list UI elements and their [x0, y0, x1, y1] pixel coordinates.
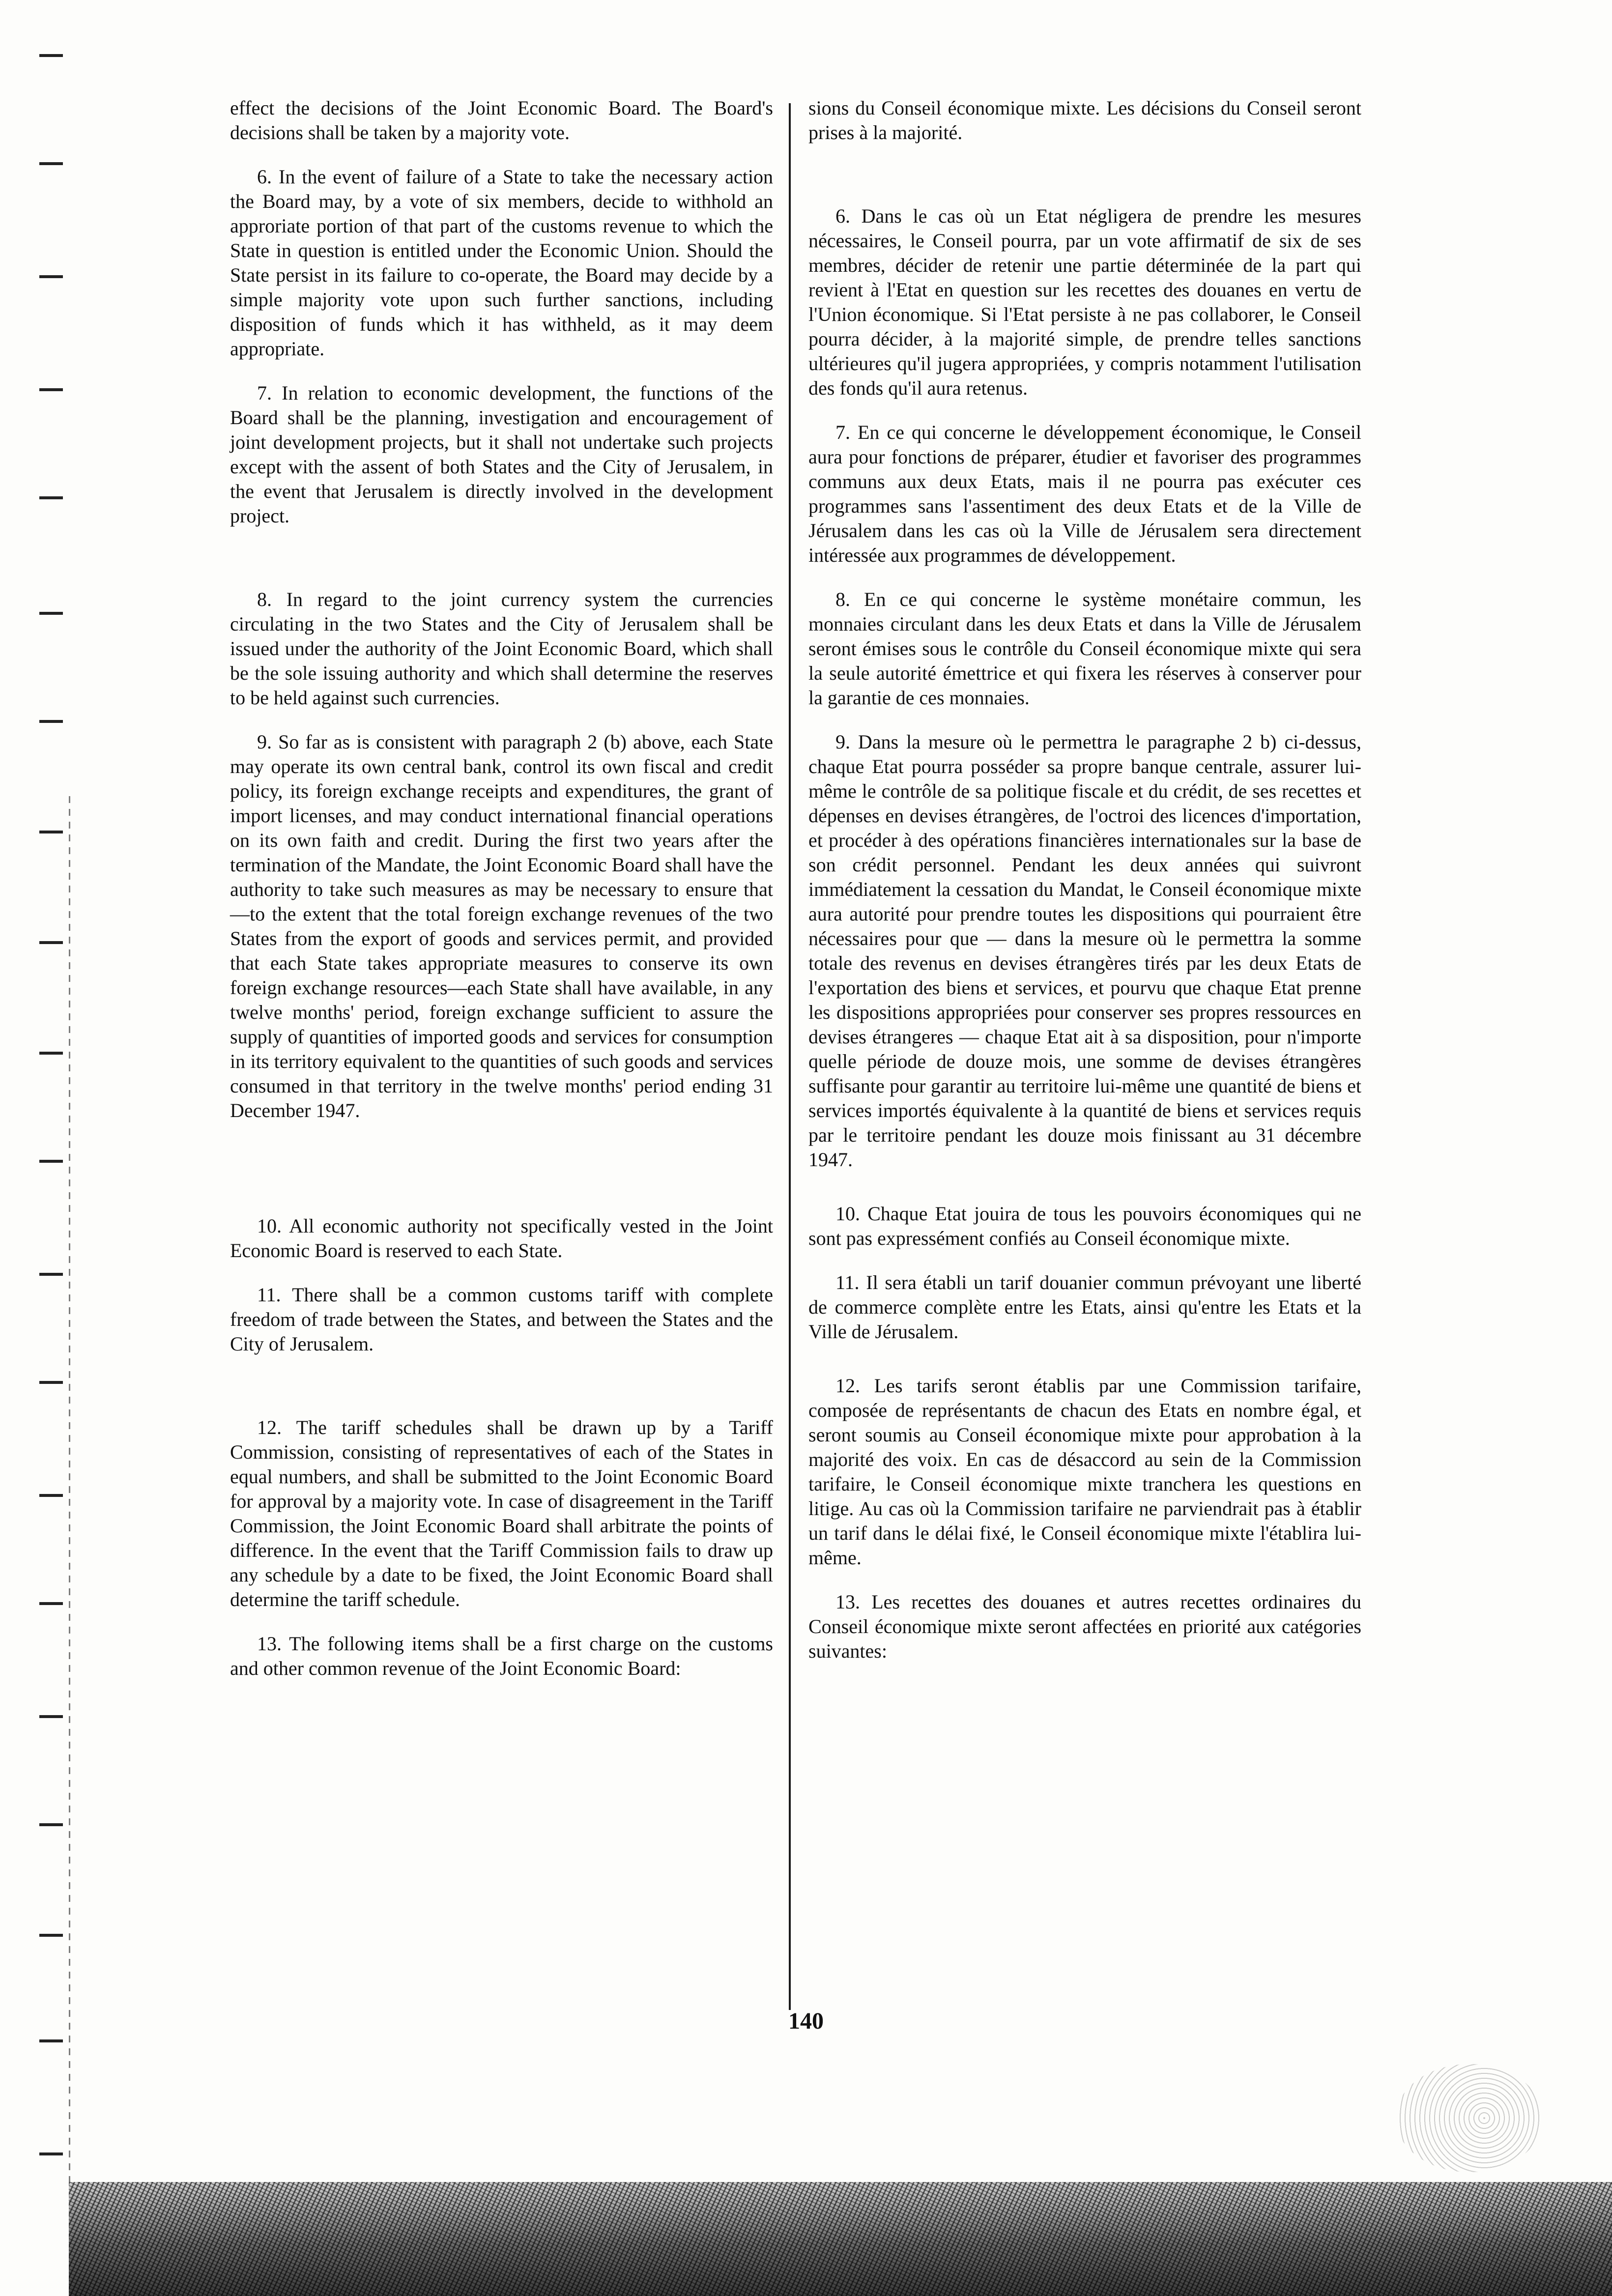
page-number: 140 [788, 2008, 824, 2034]
margin-tick [39, 1494, 63, 1497]
margin-tick [39, 1715, 63, 1718]
fr-paragraph-11: 11. Il sera établi un tarif douanier commun prévoyant une liberté de commerce complète entre les Etats, ainsi qu'entre les Etats et la Ville de Jérusalem. [808, 1271, 1361, 1343]
margin-tick [39, 54, 63, 57]
margin-tick [39, 1823, 63, 1826]
fr-paragraph-7: 7. En ce qui concerne le développement économique, le Conseil aura pour fonctions de préparer, étudier et favoriser des programmes communs aux deux Etats, mais il ne pourra pas exécuter ces programmes sans l'assentiment des deux Etats et de la Ville de Jérusalem dans les cas où la Ville de Jérusalem sera directement intéressée aux programmes de développement. [808, 421, 1361, 566]
margin-tick [39, 1381, 63, 1384]
en-paragraph-12: 12. The tariff schedules shall be drawn up by a Tariff Commission, consisting of representatives of each of the States in equal numbers, and shall be submitted to the Joint Economic Board for approval by a majority vote. In case of disagreement in the Tariff Commission, the Joint Economic Board shall arbitrate the points of difference. In the event that the Tariff Commission fails to draw up any schedule by a date to be fixed, the Joint Economic Board shall determine the tariff schedule. [230, 1416, 773, 1610]
fr-paragraph-12: 12. Les tarifs seront établis par une Commission tarifaire, composée de représentants de chacun des Etats en nombre égal, et seront soumis au Conseil économique mixte pour approbation à la majorité des voix. En cas de désaccord au sein de la Commission tarifaire, le Conseil économique mixte tranchera les questions en litige. Au cas où la Commission tarifaire ne parviendrait pas à établir un tarif dans le délai fixé, le Conseil économique mixte l'établira lui-même. [808, 1375, 1361, 1569]
scan-noise-speck [1396, 2064, 1543, 2172]
margin-tick [39, 720, 63, 723]
margin-tick [39, 1934, 63, 1937]
fr-paragraph-continuation: sions du Conseil économique mixte. Les décisions du Conseil seront prises à la majorité. [808, 97, 1361, 144]
en-paragraph-9: 9. So far as is consistent with paragraph 2 (b) above, each State may operate its own central bank, control its own fiscal and credit policy, its foreign exchange receipts and expenditures, the grant of import licenses, and may conduct international financial operations on its own faith and credit. During the first two years after the termination of the Mandate, the Joint Economic Board shall have the authority to take such measures as may be necessary to ensure that—to the extent that the total foreign exchange revenues of the two States from the export of goods and services permit, and provided that each State takes appropriate measures to conserve its own foreign exchange resources—each State shall have available, in any twelve months' period, foreign exchange sufficient to assure the supply of quantities of imported goods and services for consumption in its territory equivalent to the quantities of such goods and services consumed in that territory in the twelve months' period ending 31 December 1947. [230, 731, 773, 1121]
margin-tick [39, 2039, 63, 2042]
scan-noise-band [69, 2182, 1612, 2296]
en-paragraph-11: 11. There shall be a common customs tariff with complete freedom of trade between the States, and between the States and the City of Jerusalem. [230, 1284, 773, 1355]
en-paragraph-10: 10. All economic authority not specifically vested in the Joint Economic Board is reserved to each State. [230, 1215, 773, 1262]
fr-paragraph-9: 9. Dans la mesure où le permettra le paragraphe 2 b) ci-dessus, chaque Etat pourra posséder sa propre banque centrale, assurer lui-même le contrôle de sa politique fiscale et du crédit, de ses recettes et dépenses en devises étrangères, de l'octroi des licences d'importation, et procéder à des opérations financières internationales sur la base de son crédit personnel. Pendant les deux années qui suivront immédiatement la cessation du Mandat, le Conseil économique mixte aura autorité pour prendre toutes les dispositions qui pourraient être nécessaires pour que — dans la mesure où le permettra la somme totale des revenus en devises étrangères tirés par les deux Etats de l'exportation des biens et services, et pourvu que chaque Etat prenne les dispositions appropriées pour conserver ses propres ressources en devises étrangeres — chaque Etat ait à sa disposition, pour n'importe quelle période de douze mois, une somme de devises étrangères suffisante pour garantir au territoire lui-même une quantité de biens et services importés équivalente à la quantité de biens et services requis par le territoire pendant les douze mois finissant au 31 décembre 1947. [808, 731, 1361, 1171]
fr-paragraph-6: 6. Dans le cas où un Etat négligera de prendre les mesures nécessaires, le Conseil pourra, par un vote affirmatif de six de ses membres, décider de retenir une partie déterminée de la part qui revient à l'Etat en question sur les recettes des douanes en vertu de l'Union économique. Si l'Etat persiste à ne pas collaborer, le Conseil pourra décider, à la majorité simple, de prendre telles sanctions ultérieures qu'il jugera appropriées, y compris notamment l'utilisation des fonds qu'il aura retenus. [808, 205, 1361, 399]
margin-tick [39, 496, 63, 499]
fr-paragraph-8: 8. En ce qui concerne le système monétaire commun, les monnaies circulant dans les deux Etats et dans la Ville de Jérusalem seront émises sous le contrôle du Conseil économique mixte qui sera la seule autorité émettrice et qui fixera les réserves à conserver pour la garantie de ces monnaies. [808, 588, 1361, 709]
column-divider [789, 103, 791, 2010]
margin-tick [39, 612, 63, 615]
french-column [808, 96, 1361, 1664]
margin-tick [39, 275, 63, 278]
fr-paragraph-10: 10. Chaque Etat jouira de tous les pouvoirs économiques qui ne sont pas expressément confiés au Conseil économique mixte. [808, 1203, 1361, 1249]
en-paragraph-13: 13. The following items shall be a first charge on the customs and other common revenue of the Joint Economic Board: [230, 1633, 773, 1679]
english-column [230, 96, 773, 1681]
margin-tick [39, 941, 63, 944]
en-paragraph-continuation: effect the decisions of the Joint Economic Board. The Board's decisions shall be taken by a majority vote. [230, 97, 773, 144]
margin-tick [39, 1602, 63, 1605]
margin-tick [39, 162, 63, 165]
margin-tick [39, 1273, 63, 1276]
en-paragraph-8: 8. In regard to the joint currency system the currencies circulating in the two States and the City of Jerusalem shall be issued under the authority of the Joint Economic Board, which shall be the sole issuing authority and which shall determine the reserves to be held against such currencies. [230, 588, 773, 709]
fr-paragraph-13: 13. Les recettes des douanes et autres recettes ordinaires du Conseil économique mixte seront affectées en priorité aux catégories suivantes: [808, 1591, 1361, 1662]
en-paragraph-6: 6. In the event of failure of a State to take the necessary action the Board may, by a vote of six members, decide to withhold an approriate portion of that part of the customs revenue to which the State in question is entitled under the Economic Union. Should the State persist in its failure to co-operate, the Board may decide by a simple majority vote upon such further sanctions, including disposition of funds which it has withheld, as it may deem appropriate. [230, 166, 773, 360]
margin-tick [39, 831, 63, 833]
margin-tick [39, 1052, 63, 1055]
margin-tick [39, 2152, 63, 2155]
en-paragraph-7: 7. In relation to economic development, the functions of the Board shall be the planning, investigation and encouragement of joint development projects, but it shall not undertake such projects except with the assent of both States and the City of Jerusalem, in the event that Jerusalem is directly involved in the development project. [230, 382, 773, 527]
margin-tick [39, 388, 63, 391]
margin-tick [39, 1160, 63, 1163]
